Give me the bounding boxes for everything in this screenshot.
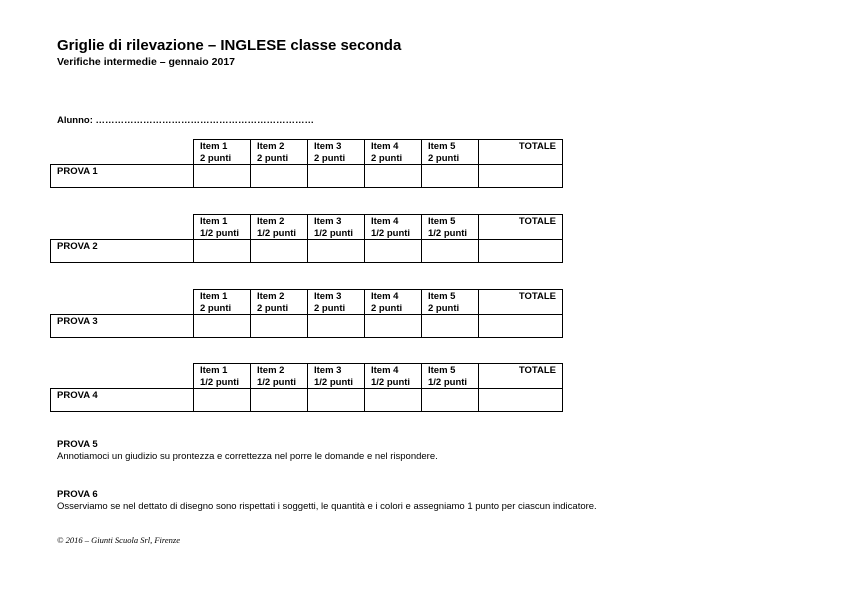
score-cell[interactable] bbox=[251, 165, 308, 188]
item-points: 1/2 punti bbox=[257, 227, 297, 239]
item-points: 1/2 punti bbox=[314, 227, 354, 239]
item-name: Item 2 bbox=[257, 365, 285, 376]
item-header bbox=[365, 215, 422, 240]
item-name: Item 5 bbox=[428, 365, 456, 376]
item-name: Item 1 bbox=[200, 141, 228, 152]
item-header bbox=[251, 290, 308, 315]
total-header bbox=[479, 364, 563, 389]
grid-corner bbox=[51, 215, 194, 240]
score-cell[interactable] bbox=[194, 165, 251, 188]
item-name: Item 5 bbox=[428, 141, 456, 152]
item-header bbox=[251, 215, 308, 240]
item-points: 1/2 punti bbox=[200, 227, 240, 239]
score-cell[interactable] bbox=[194, 315, 251, 338]
item-name: Item 3 bbox=[314, 291, 342, 302]
item-header bbox=[308, 290, 365, 315]
item-name: Item 4 bbox=[371, 216, 399, 227]
item-points: 1/2 punti bbox=[257, 376, 297, 388]
total-cell[interactable] bbox=[479, 165, 563, 188]
item-name: Item 2 bbox=[257, 291, 285, 302]
prova-label-cell bbox=[51, 165, 194, 188]
score-cell[interactable] bbox=[365, 165, 422, 188]
item-header bbox=[308, 140, 365, 165]
item-name: Item 3 bbox=[314, 141, 342, 152]
total-cell[interactable] bbox=[479, 240, 563, 263]
item-points: 2 punti bbox=[257, 152, 289, 164]
score-cell[interactable] bbox=[308, 165, 365, 188]
score-cell[interactable] bbox=[422, 240, 479, 263]
score-cell[interactable] bbox=[308, 240, 365, 263]
item-name: Item 3 bbox=[314, 365, 342, 376]
prova-label-cell bbox=[51, 315, 194, 338]
page-title: Griglie di rilevazione – INGLESE classe seconda bbox=[57, 37, 402, 54]
prova-label-cell bbox=[51, 389, 194, 412]
item-name: Item 1 bbox=[200, 291, 228, 302]
copyright-footer: © 2016 – Giunti Scuola Srl, Firenze bbox=[57, 535, 181, 545]
item-name: Item 1 bbox=[200, 365, 228, 376]
score-cell[interactable] bbox=[251, 240, 308, 263]
item-header bbox=[365, 364, 422, 389]
item-header bbox=[251, 364, 308, 389]
prova5-text: Annotiamoci un giudizio su prontezza e correttezza nel porre le domande e nel rispondere. bbox=[57, 451, 438, 462]
score-cell[interactable] bbox=[365, 315, 422, 338]
total-cell[interactable] bbox=[479, 389, 563, 412]
total-label: TOTALE bbox=[518, 216, 556, 227]
prova6-title: PROVA 6 bbox=[57, 489, 98, 500]
prova5-title: PROVA 5 bbox=[57, 439, 98, 450]
item-points: 1/2 punti bbox=[314, 376, 354, 388]
score-cell[interactable] bbox=[308, 389, 365, 412]
item-name: Item 4 bbox=[371, 291, 399, 302]
total-label: TOTALE bbox=[518, 365, 556, 376]
item-points: 2 punti bbox=[314, 152, 346, 164]
score-cell[interactable] bbox=[308, 315, 365, 338]
prova-label-cell bbox=[51, 240, 194, 263]
total-header bbox=[479, 215, 563, 240]
score-grid-prova-4 bbox=[50, 363, 563, 412]
item-points: 2 punti bbox=[200, 302, 232, 314]
item-points: 1/2 punti bbox=[428, 227, 468, 239]
score-cell[interactable] bbox=[422, 389, 479, 412]
prova-label: PROVA 2 bbox=[57, 241, 98, 252]
item-points: 2 punti bbox=[428, 152, 460, 164]
score-cell[interactable] bbox=[194, 240, 251, 263]
item-points: 2 punti bbox=[200, 152, 232, 164]
score-grid-prova-3 bbox=[50, 289, 563, 338]
total-header bbox=[479, 290, 563, 315]
total-label: TOTALE bbox=[518, 291, 556, 302]
item-header bbox=[308, 215, 365, 240]
item-name: Item 5 bbox=[428, 291, 456, 302]
prova-label: PROVA 1 bbox=[57, 166, 98, 177]
grid-corner bbox=[51, 140, 194, 165]
score-cell[interactable] bbox=[422, 165, 479, 188]
item-header bbox=[194, 215, 251, 240]
score-grid-prova-1 bbox=[50, 139, 563, 188]
item-header bbox=[365, 140, 422, 165]
score-cell[interactable] bbox=[194, 389, 251, 412]
page-subtitle: Verifiche intermedie – gennaio 2017 bbox=[57, 56, 235, 68]
item-header bbox=[422, 364, 479, 389]
score-cell[interactable] bbox=[422, 315, 479, 338]
item-name: Item 1 bbox=[200, 216, 228, 227]
total-cell[interactable] bbox=[479, 315, 563, 338]
prova-label: PROVA 4 bbox=[57, 390, 98, 401]
item-header bbox=[422, 140, 479, 165]
score-grid-prova-2 bbox=[50, 214, 563, 263]
item-name: Item 2 bbox=[257, 216, 285, 227]
item-points: 1/2 punti bbox=[371, 376, 411, 388]
grid-corner bbox=[51, 290, 194, 315]
item-header bbox=[365, 290, 422, 315]
item-header bbox=[194, 290, 251, 315]
score-cell[interactable] bbox=[251, 315, 308, 338]
grid-corner bbox=[51, 364, 194, 389]
score-cell[interactable] bbox=[365, 389, 422, 412]
item-name: Item 3 bbox=[314, 216, 342, 227]
item-points: 2 punti bbox=[371, 152, 403, 164]
item-name: Item 2 bbox=[257, 141, 285, 152]
item-name: Item 4 bbox=[371, 141, 399, 152]
score-cell[interactable] bbox=[251, 389, 308, 412]
item-points: 2 punti bbox=[257, 302, 289, 314]
item-header bbox=[251, 140, 308, 165]
item-header bbox=[308, 364, 365, 389]
item-points: 1/2 punti bbox=[428, 376, 468, 388]
total-header bbox=[479, 140, 563, 165]
score-cell[interactable] bbox=[365, 240, 422, 263]
item-header bbox=[422, 290, 479, 315]
total-label: TOTALE bbox=[518, 141, 556, 152]
item-header bbox=[194, 140, 251, 165]
item-points: 2 punti bbox=[371, 302, 403, 314]
item-points: 1/2 punti bbox=[371, 227, 411, 239]
student-name-line: Alunno: …………………………………………………………… bbox=[57, 115, 315, 126]
prova6-text: Osserviamo se nel dettato di disegno sono rispettati i soggetti, le quantità e i colori e assegniamo 1 punto per ciascun indicatore. bbox=[57, 501, 597, 512]
item-header bbox=[422, 215, 479, 240]
item-name: Item 4 bbox=[371, 365, 399, 376]
prova-label: PROVA 3 bbox=[57, 316, 98, 327]
item-name: Item 5 bbox=[428, 216, 456, 227]
item-header bbox=[194, 364, 251, 389]
item-points: 2 punti bbox=[314, 302, 346, 314]
item-points: 1/2 punti bbox=[200, 376, 240, 388]
item-points: 2 punti bbox=[428, 302, 460, 314]
